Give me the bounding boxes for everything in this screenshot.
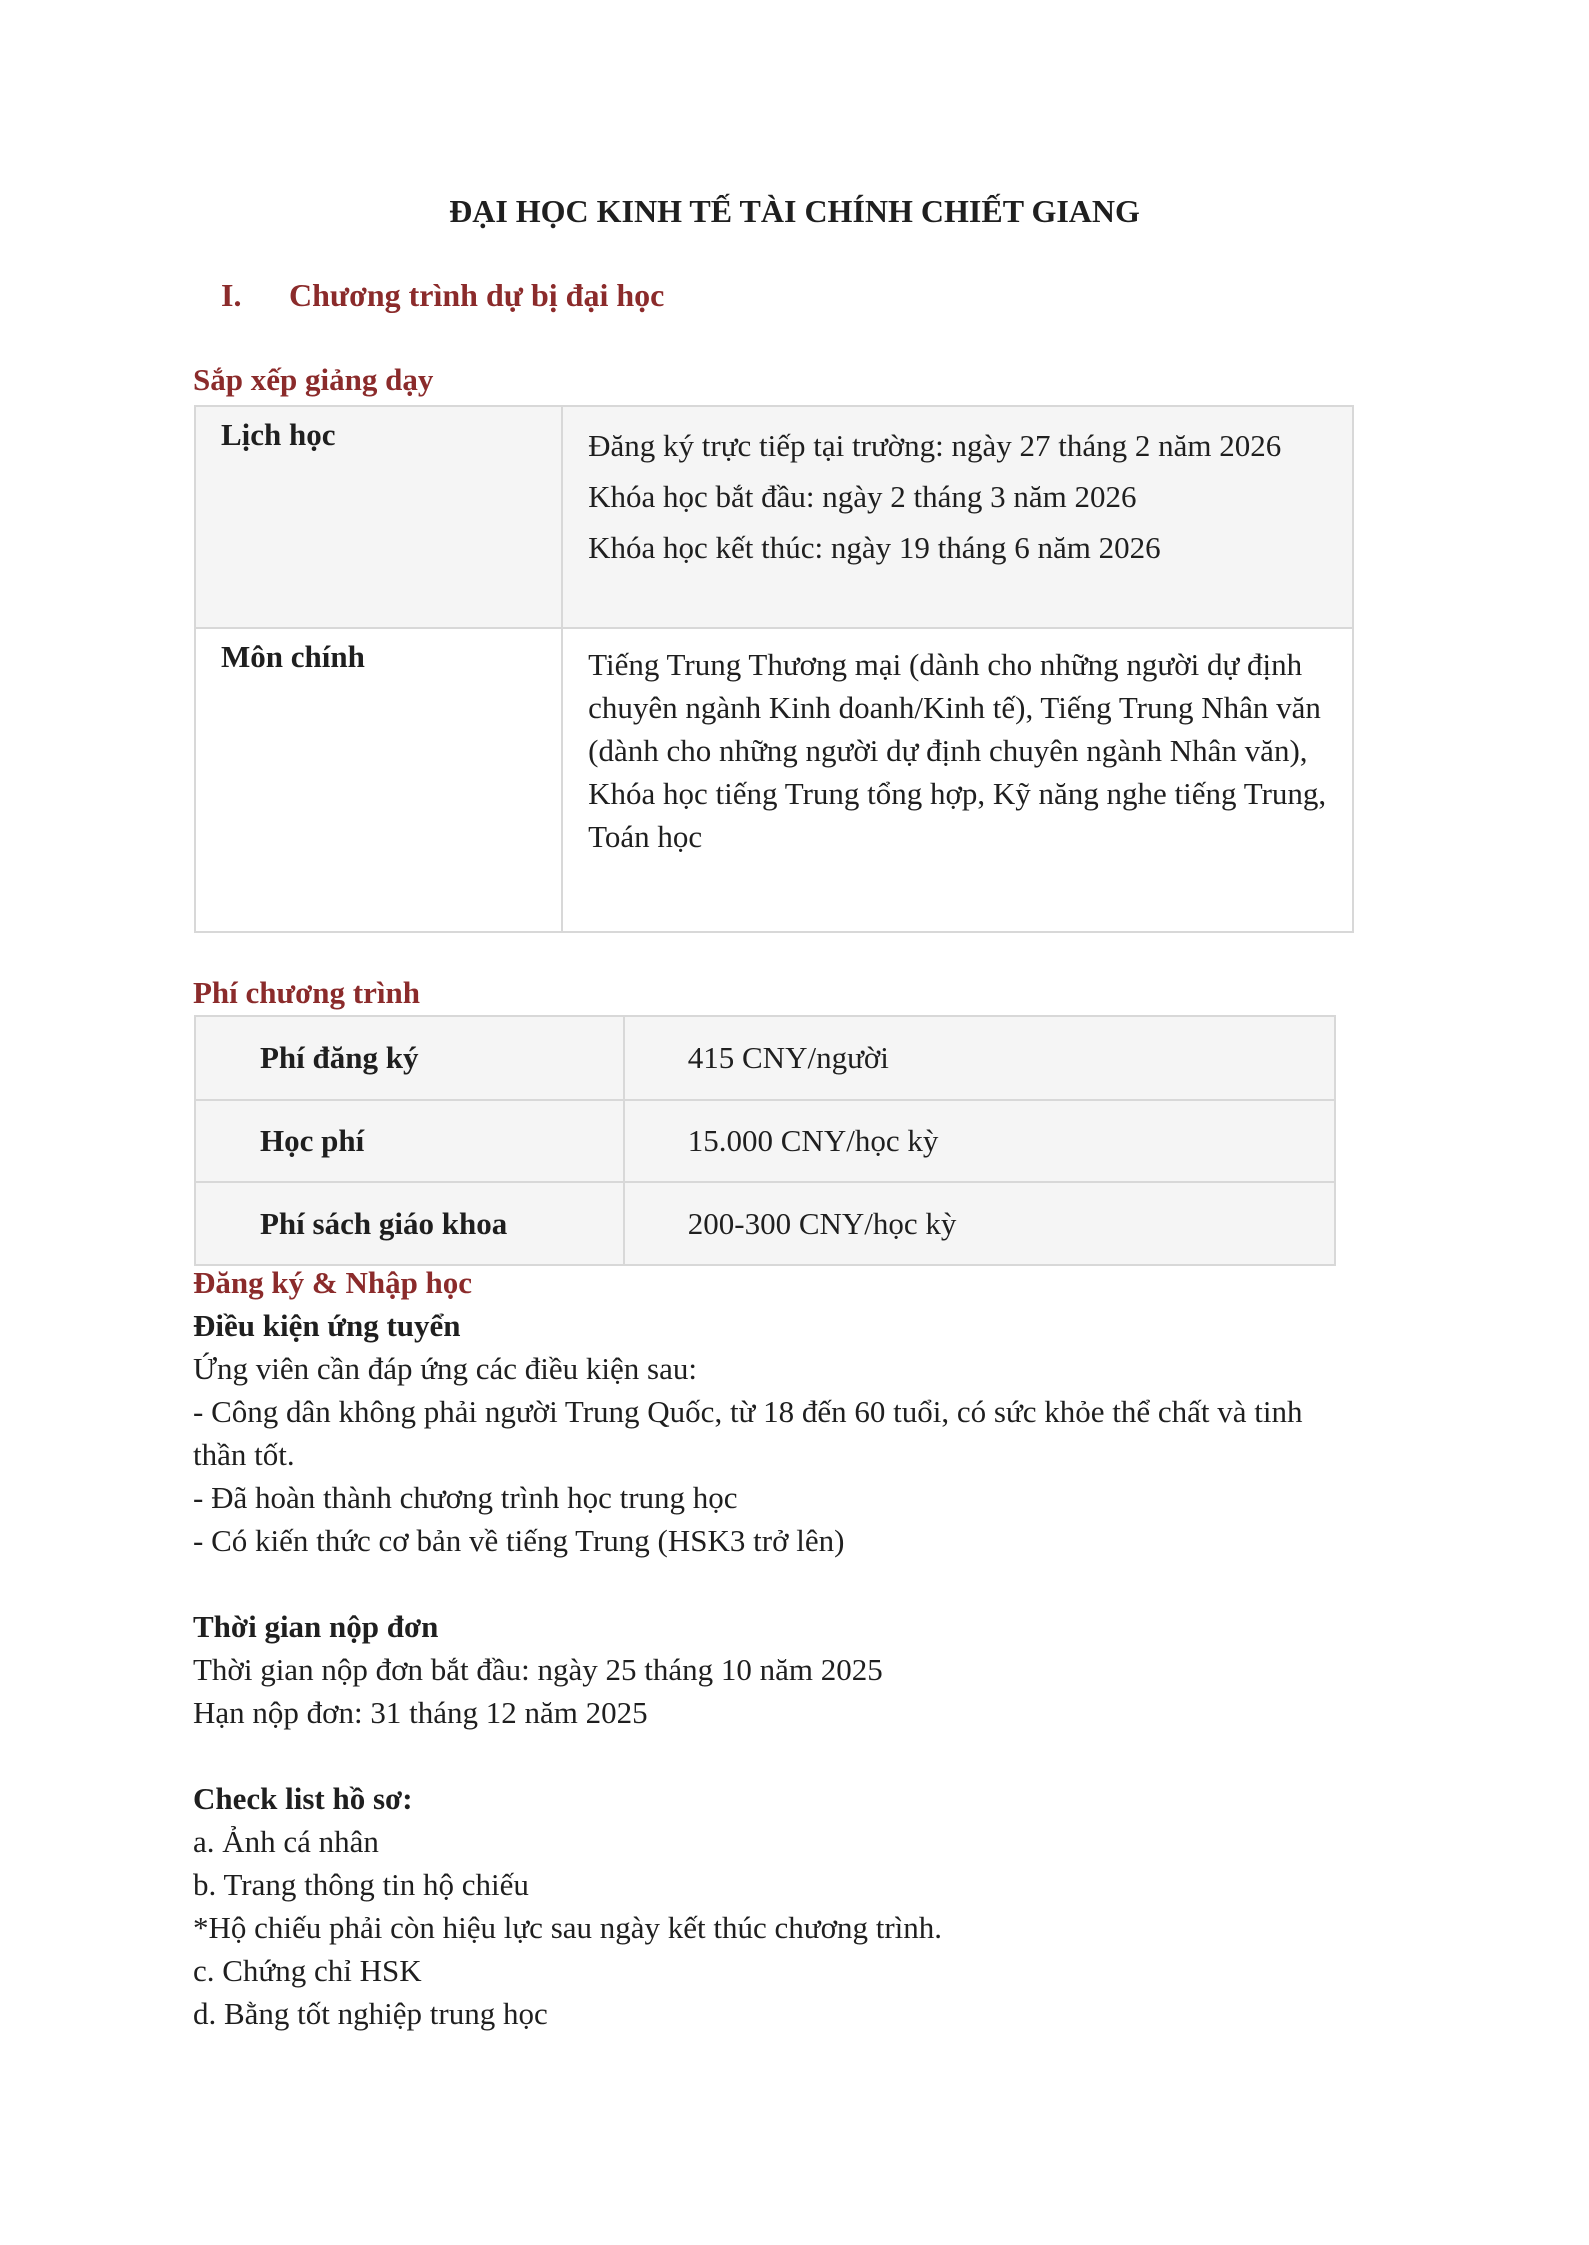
schedule-line: Đăng ký trực tiếp tại trường: ngày 27 tháng 2 năm 2026	[588, 428, 1282, 463]
schedule-label-cell	[195, 406, 562, 628]
period-heading: Thời gian nộp đơn	[193, 1609, 439, 1644]
subjects-text: Tiếng Trung Thương mại (dành cho những người dự định chuyên ngành Kinh doanh/Kinh tế), Tiếng Trung Nhân văn (dành cho những người dự định chuyên ngành Nhân văn), Khóa học tiếng Trung tổng hợp, Kỹ năng nghe tiếng Trung, Toán học	[588, 647, 1327, 854]
fees-heading: Phí chương trình	[193, 975, 420, 1010]
schedule-value-cell	[562, 406, 1353, 628]
schedule-line: Khóa học bắt đầu: ngày 2 tháng 3 năm 2026	[588, 479, 1137, 514]
period-line: Thời gian nộp đơn bắt đầu: ngày 25 tháng 10 năm 2025	[193, 1652, 883, 1687]
eligibility-intro: Ứng viên cần đáp ứng các điều kiện sau:	[193, 1351, 697, 1386]
section-title: Chương trình dự bị đại học	[289, 277, 665, 313]
schedule-label: Lịch học	[221, 417, 336, 452]
teaching-heading: Sắp xếp giảng dạy	[193, 362, 434, 397]
fee-value: 15.000 CNY/học kỳ	[687, 1123, 939, 1158]
document-title: ĐẠI HỌC KINH TẾ TÀI CHÍNH CHIẾT GIANG	[449, 193, 1140, 229]
eligibility-line: thần tốt.	[193, 1437, 295, 1472]
teaching-table	[194, 405, 1354, 933]
fee-label: Học phí	[260, 1123, 365, 1158]
checklist-note: *Hộ chiếu phải còn hiệu lực sau ngày kết thúc chương trình.	[193, 1910, 943, 1945]
fee-label: Phí đăng ký	[260, 1040, 419, 1075]
checklist-item: c. Chứng chỉ HSK	[193, 1953, 422, 1988]
table-row	[195, 1182, 1335, 1265]
eligibility-heading: Điều kiện ứng tuyển	[193, 1308, 461, 1343]
checklist-item: d. Bằng tốt nghiệp trung học	[193, 1996, 548, 2031]
table-row	[195, 406, 1353, 628]
fee-value: 200-300 CNY/học kỳ	[687, 1205, 957, 1241]
eligibility-line: - Công dân không phải người Trung Quốc, từ 18 đến 60 tuổi, có sức khỏe thể chất và tinh	[193, 1394, 1303, 1429]
subjects-label-cell	[195, 628, 562, 932]
subjects-label: Môn chính	[221, 639, 365, 674]
section-number: I.	[221, 277, 242, 313]
subjects-value-cell	[562, 628, 1353, 932]
fees-table	[194, 1015, 1336, 1266]
checklist-item: b. Trang thông tin hộ chiếu	[193, 1867, 529, 1902]
table-row	[195, 628, 1353, 932]
eligibility-line: - Đã hoàn thành chương trình học trung học	[193, 1480, 738, 1515]
checklist-heading: Check list hồ sơ:	[193, 1781, 413, 1816]
period-line: Hạn nộp đơn: 31 tháng 12 năm 2025	[193, 1695, 648, 1730]
table-row	[195, 1016, 1335, 1100]
table-row	[195, 1100, 1335, 1182]
checklist-item: a. Ảnh cá nhân	[193, 1824, 379, 1859]
fee-value: 415 CNY/người	[687, 1040, 889, 1075]
schedule-line: Khóa học kết thúc: ngày 19 tháng 6 năm 2026	[588, 530, 1161, 565]
fee-label: Phí sách giáo khoa	[260, 1205, 508, 1241]
eligibility-line: - Có kiến thức cơ bản về tiếng Trung (HSK3 trở lên)	[193, 1523, 845, 1558]
admission-heading: Đăng ký & Nhập học	[193, 1265, 473, 1300]
